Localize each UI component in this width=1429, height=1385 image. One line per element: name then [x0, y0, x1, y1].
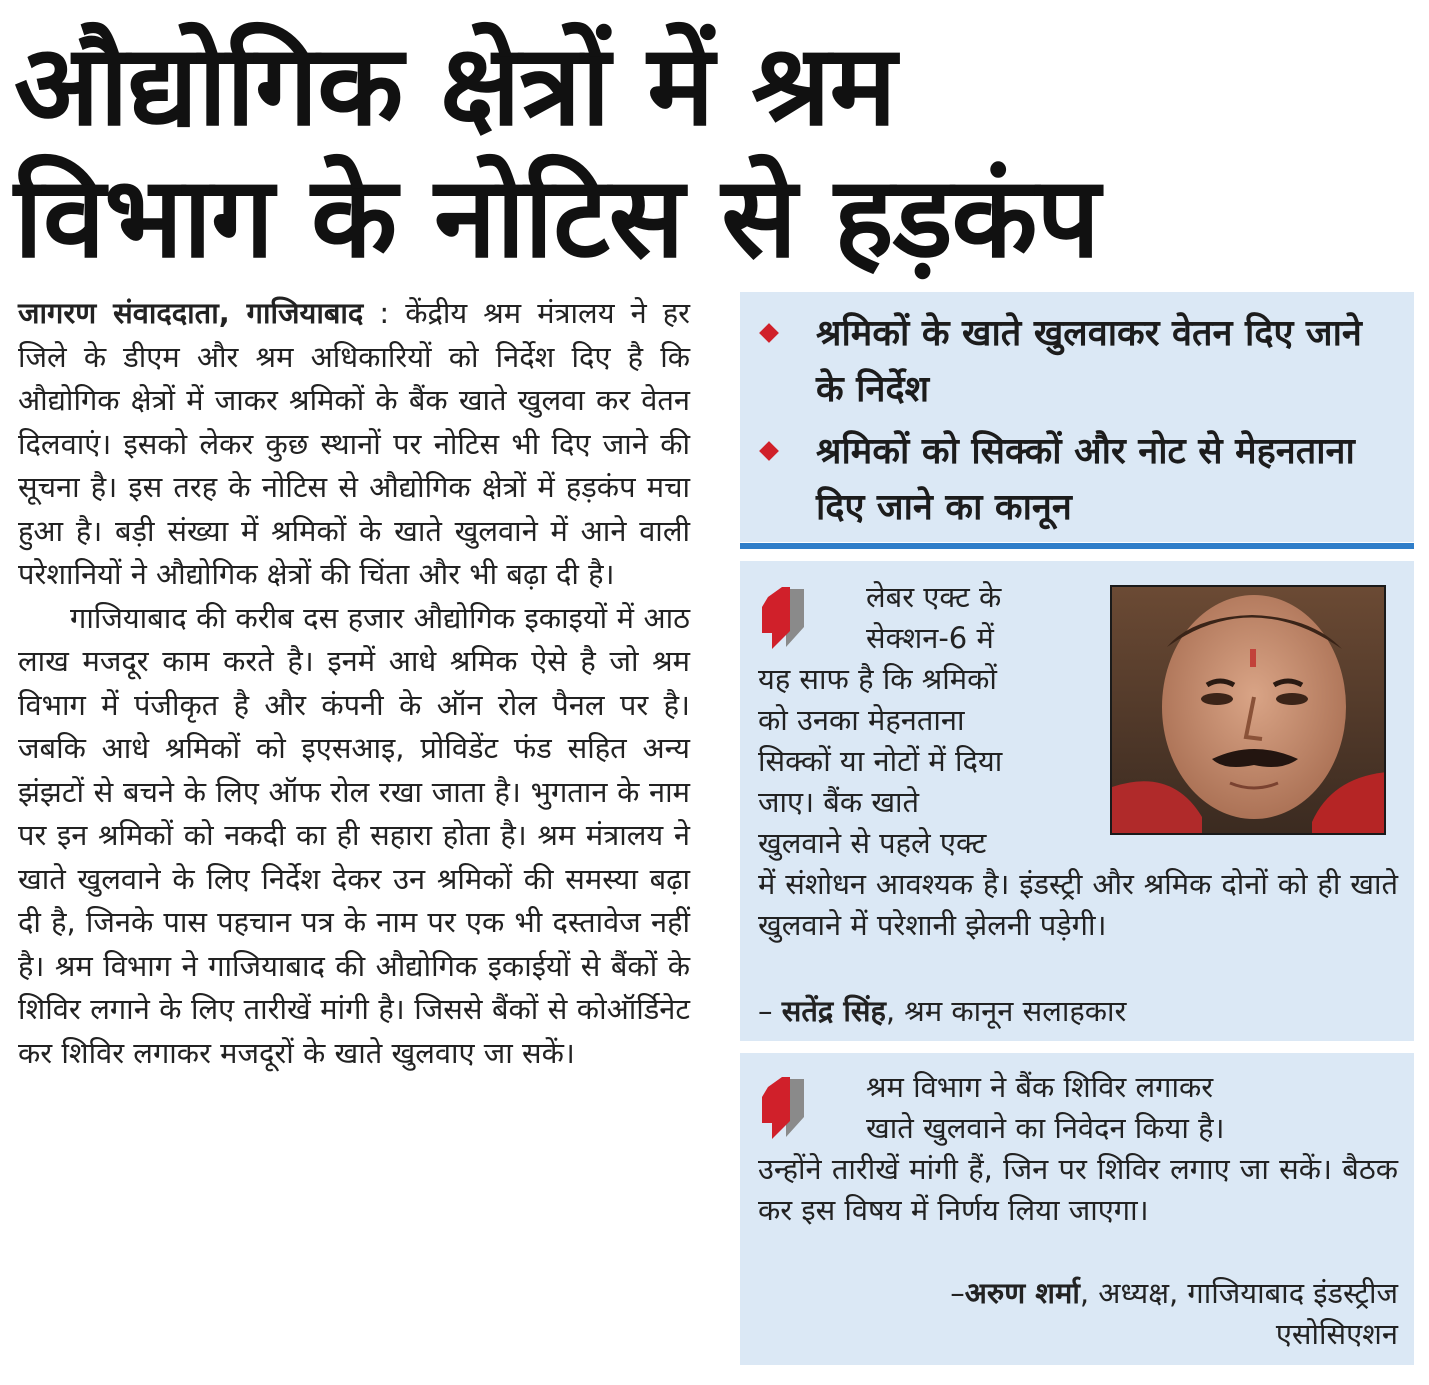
quote-2-lead — [866, 1067, 1406, 1149]
headline-line-1: औद्योगिक क्षेत्रों में श्रम — [14, 21, 896, 151]
quote-2-rest: उन्होंने तारीखें मांगी हैं, जिन पर शिविर लगाए जा सकें। बैठक कर इस विषय में निर्णय लिया जाएगा। — [758, 1152, 1398, 1227]
article-paragraph-1-text: : केंद्रीय श्रम मंत्रालय ने हर जिले के डीएम और श्रम अधिकारियों को निर्देश दिए है कि औद्योगिक क्षेत्रों में जाकर श्रमिकों के बैंक खाते खुलवा कर वेतन दिलवाएं। इसको लेकर कुछ स्थानों पर नोटिस भी दिए जाने की सूचना है। इस तरह के नोटिस से औद्योगिक क्षेत्रों में हड़कंप मचा हुआ है। बड़ी संख्या में श्रमिकों के खाते खुलवाने में आने वाली परेशानियों ने औद्योगिक क्षेत्रों की चिंता और भी बढ़ा दी है। — [18, 296, 690, 591]
author-name: अरुण शर्मा — [964, 1276, 1080, 1310]
quote-line: श्रम विभाग ने बैंक शिविर लगाकर — [866, 1070, 1214, 1104]
quote-1-lead — [866, 577, 1106, 659]
quote-1-rest: में संशोधन आवश्यक है। इंडस्ट्री और श्रमिक दोनों को ही खाते खुलवाने में परेशानी झेलनी पड़ेगी। — [758, 867, 1398, 942]
quote-line: यह साफ है कि श्रमिकों — [758, 662, 997, 696]
byline: जागरण संवाददाता, गाजियाबाद — [18, 296, 364, 330]
quote-box-2 — [740, 1053, 1414, 1365]
divider-rule — [740, 543, 1414, 549]
headline — [14, 20, 1414, 284]
quote-mark-icon — [760, 1069, 840, 1139]
quote-line: सेक्शन-6 में — [866, 621, 994, 655]
quote-line: सिक्कों या नोटों में दिया — [758, 744, 1003, 778]
highlight-item — [762, 306, 1402, 418]
author-role: , अध्यक्ष, गाजियाबाद इंडस्ट्रीज — [1079, 1276, 1398, 1310]
portrait-image — [1112, 587, 1386, 835]
highlight-text: श्रमिकों के खाते खुलवाकर वेतन दिए जाने के निर्देश — [816, 313, 1362, 410]
highlight-item — [762, 424, 1402, 536]
quote-2-attribution — [758, 1273, 1398, 1355]
highlights-box — [740, 292, 1414, 542]
author-role-line-2: एसोसिएशन — [1275, 1317, 1398, 1351]
quote-line: जाए। बैंक खाते — [758, 785, 920, 819]
attribution-dash: – — [950, 1276, 965, 1310]
highlight-text: श्रमिकों को सिक्कों और नोट से मेहनताना दिए जाने का कानून — [816, 431, 1355, 528]
quote-line: लेबर एक्ट के — [866, 580, 1002, 614]
red-diamond-icon — [759, 441, 779, 461]
quote-1-wrap — [758, 659, 1098, 864]
attribution-dash: – — [758, 994, 782, 1028]
attribution-line — [758, 1273, 1398, 1314]
portrait-photo — [1110, 585, 1386, 835]
quote-line: खुलवाने से पहले एक्ट — [758, 826, 987, 860]
quote-line: खाते खुलवाने का निवेदन किया है। — [866, 1111, 1225, 1145]
article-paragraph: गाजियाबाद की करीब दस हजार औद्योगिक इकाइयों में आठ लाख मजदूर काम करते है। इनमें आधे श्रमिक ऐसे है जो श्रम विभाग में पंजीकृत है और कंपनी के ऑन रोल पैनल पर है। जबकि आधे श्रमिकों को इएसआइ, प्रोविडेंट फंड सहित अन्य झंझटों से बचने के लिए ऑफ रोल रखा जाता है। भुगतान के नाम पर इन श्रमिकों को नकदी का ही सहारा होता है। श्रम मंत्रालय ने खाते खुलवाने के लिए निर्देश देकर उन श्रमिकों की समस्या बढ़ा दी है, जिनके पास पहचान पत्र के नाम पर एक भी दस्तावेज नहीं है। श्रम विभाग ने गाजियाबाद की औद्योगिक इकाईयों से बैंकों के शिविर लगाने के लिए तारीखें मांगी है। जिससे बैंकों से कोऑर्डिनेट कर शिविर लगाकर मजदूरों के खाते खुलवाए जा सकें। — [18, 600, 690, 1070]
red-diamond-icon — [759, 323, 779, 343]
article-paragraph — [18, 292, 690, 597]
quote-mark-icon — [760, 579, 840, 649]
quote-box-1 — [740, 561, 1414, 1041]
headline-line-2: विभाग के नोटिस से हड़कंप — [14, 153, 1100, 283]
quote-1-attribution — [758, 991, 1398, 1032]
author-name: सतेंद्र सिंह — [781, 994, 886, 1028]
article-body — [18, 292, 690, 1075]
author-role: , श्रम कानून सलाहकार — [885, 994, 1127, 1028]
quote-line: को उनका मेहनताना — [758, 703, 965, 737]
